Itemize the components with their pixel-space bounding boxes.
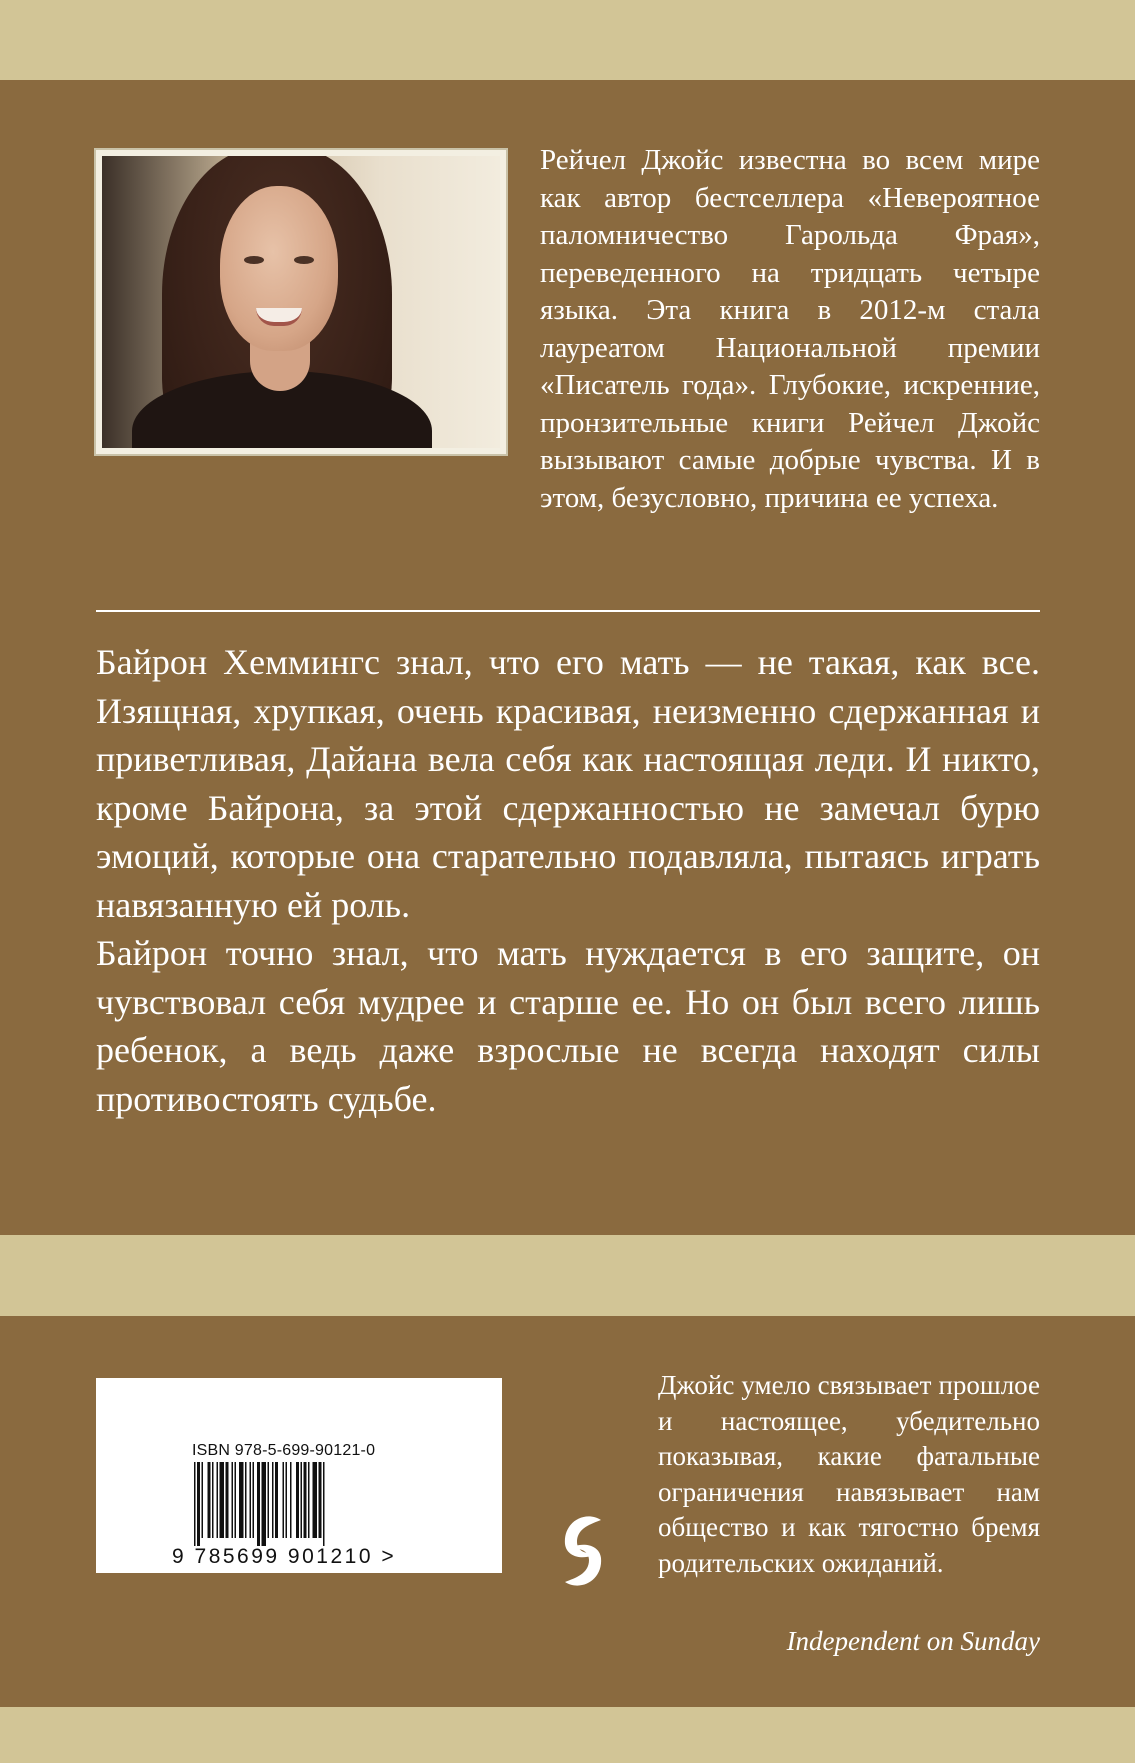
author-bio (96, 142, 1040, 522)
synopsis-paragraph-1: Байрон Хеммингс знал, что его мать — не такая, как все. Изящная, хрупкая, очень красивая, неизменно сдержанная и приветливая, Дайана вела себя как настоящая леди. И никто, кроме Байрона, за этой сдержанностью не замечал бурю эмоций, которые она старательно подавляла, пытаясь играть навязанную ей роль. (96, 642, 1040, 925)
isbn-text: ISBN 978-5-699-90121-0 (192, 1442, 376, 1459)
book-synopsis (96, 638, 1040, 1123)
barcode-digits: 9 785699 901210 > (172, 1545, 397, 1568)
barcode-label (96, 1378, 502, 1573)
author-bio-text: Рейчел Джойс известна во всем мире как автор бестселлера «Невероятное паломничество Гарольда Фрая», переведенного на тридцать четыре языка. Эта книга в 2012-м стала лауреатом Национальной премии «Писатель года». Глубокие, искренние, пронзительные книги Рейчел Джойс вызывают самые добрые чувства. И в этом, безусловно, причина ее успеха. (540, 144, 1040, 514)
synopsis-paragraph-2: Байрон точно знал, что мать нуждается в его защите, он чувствовал себя мудрее и старше ее. Но он был всего лишь ребенок, а ведь даже взрослые не всегда находят силы противостоять судьбе. (96, 933, 1040, 1119)
review-quote (658, 1368, 1040, 1581)
section-divider (96, 610, 1040, 612)
eksmo-logo-icon (555, 1510, 611, 1592)
review-source: Independent on Sunday (786, 1626, 1040, 1656)
review-text: Джойс умело связывает прошлое и настоящее, убедительно показывая, какие фатальные ограничения навязывает нам общество и как тягостно бремя родительских ожиданий. (658, 1370, 1040, 1578)
barcode-bars (194, 1462, 384, 1546)
